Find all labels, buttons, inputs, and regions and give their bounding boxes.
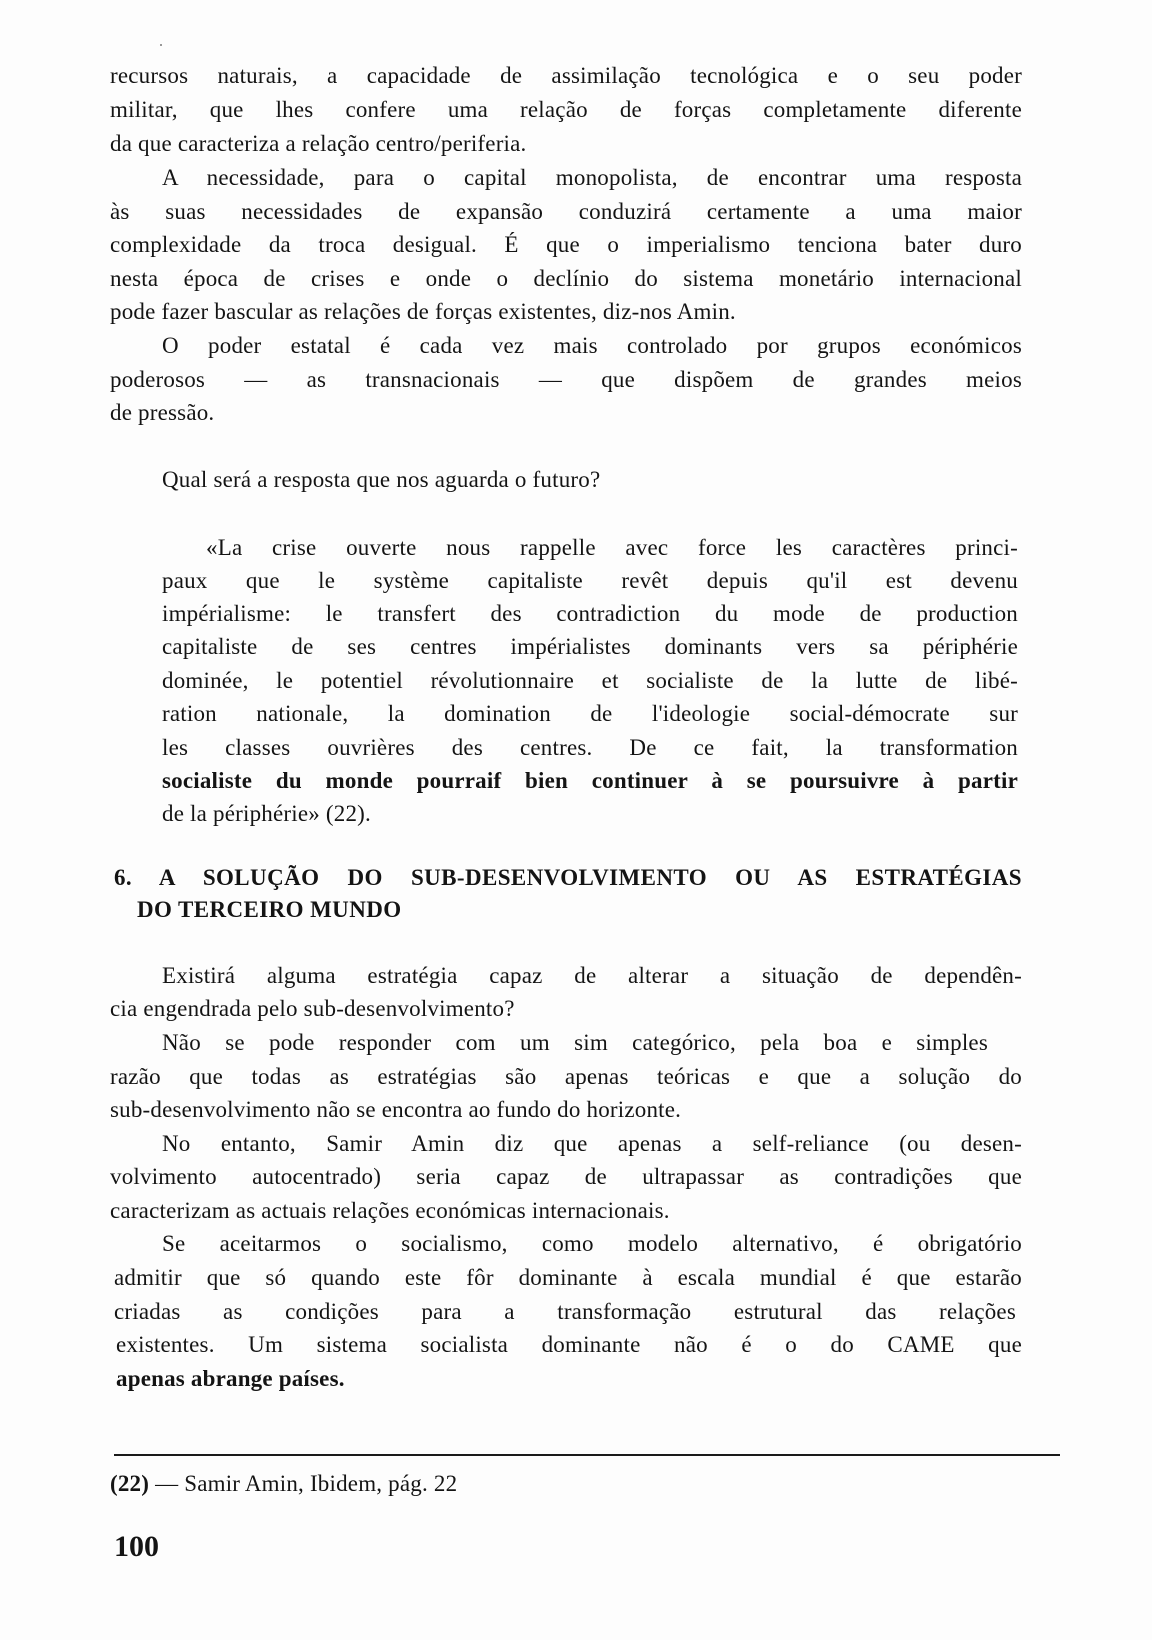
quote-line: socialiste du monde pourraif bien continuer à se poursuivre à partir [162,768,1018,793]
body-line: às suas necessidades de expansão conduzirá certamente a uma maior [110,199,1022,224]
body-line: sub-desenvolvimento não se encontra ao fundo do horizonte. [110,1097,682,1122]
footnote-marker: (22) [110,1471,150,1496]
scan-speck [160,44,162,46]
body-line: pode fazer bascular as relações de forças existentes, diz-nos Amin. [110,299,736,324]
body-line: nesta época de crises e onde o declínio do sistema monetário internacional [110,266,1022,291]
body-line: admitir que só quando este fôr dominante à escala mundial é que estarão [114,1265,1022,1290]
quote-line: «La crise ouverte nous rappelle avec force les caractères princi- [206,535,1018,560]
body-line: Se aceitarmos o socialismo, como modelo alternativo, é obrigatório [162,1231,1022,1256]
body-line: existentes. Um sistema socialista dominante não é o do CAME que [116,1332,1022,1357]
body-line: criadas as condições para a transformação estrutural das relações [114,1299,1016,1324]
body-line: Existirá alguma estratégia capaz de alterar a situação de dependên- [162,963,1022,988]
body-line: O poder estatal é cada vez mais controlado por grupos económicos [162,333,1022,358]
body-line: A necessidade, para o capital monopolista, de encontrar uma resposta [162,165,1022,190]
body-line: apenas abrange países. [116,1366,345,1391]
footnote [110,1470,457,1498]
page-number: 100 [114,1530,159,1563]
quote-line: de la périphérie» (22). [162,801,371,826]
quote-line: capitaliste de ses centres impérialistes dominants vers sa périphérie [162,634,1018,659]
quote-line: paux que le système capitaliste revêt depuis qu'il est devenu [162,568,1018,593]
body-line: poderosos — as transnacionais — que dispõem de grandes meios [110,367,1022,392]
quote-line: ration nationale, la domination de l'ideologie social-démocrate sur [162,701,1018,726]
quote-line: impérialisme: le transfert des contradiction du mode de production [162,601,1018,626]
question-line: Qual será a resposta que nos aguarda o futuro? [162,467,601,492]
quote-line: les classes ouvrières des centres. De ce fait, la transformation [162,735,1018,760]
body-line: de pressão. [110,400,215,425]
body-line: No entanto, Samir Amin diz que apenas a self-reliance (ou desen- [162,1131,1022,1156]
body-line: recursos naturais, a capacidade de assimilação tecnológica e o seu poder [110,63,1022,88]
section-heading: 6. A SOLUÇÃO DO SUB-DESENVOLVIMENTO OU AS ESTRATÉGIAS [114,865,1022,890]
body-line: cia engendrada pelo sub-desenvolvimento? [110,996,515,1021]
footnote-text: — Samir Amin, Ibidem, pág. 22 [155,1471,458,1496]
body-line: razão que todas as estratégias são apenas teóricas e que a solução do [110,1064,1022,1089]
body-line: Não se pode responder com um sim categórico, pela boa e simples [162,1030,988,1055]
body-line: complexidade da troca desigual. É que o imperialismo tenciona bater duro [110,232,1022,257]
body-line: volvimento autocentrado) seria capaz de ultrapassar as contradições que [110,1164,1022,1189]
body-line: da que caracteriza a relação centro/periferia. [110,131,527,156]
section-heading-continuation: DO TERCEIRO MUNDO [137,897,402,922]
body-line: militar, que lhes confere uma relação de forças completamente diferente [110,97,1022,122]
quote-line: dominée, le potentiel révolutionnaire et socialiste de la lutte de libé- [162,668,1018,693]
footnote-divider [114,1454,1060,1456]
body-line: caracterizam as actuais relações económicas internacionais. [110,1198,670,1223]
